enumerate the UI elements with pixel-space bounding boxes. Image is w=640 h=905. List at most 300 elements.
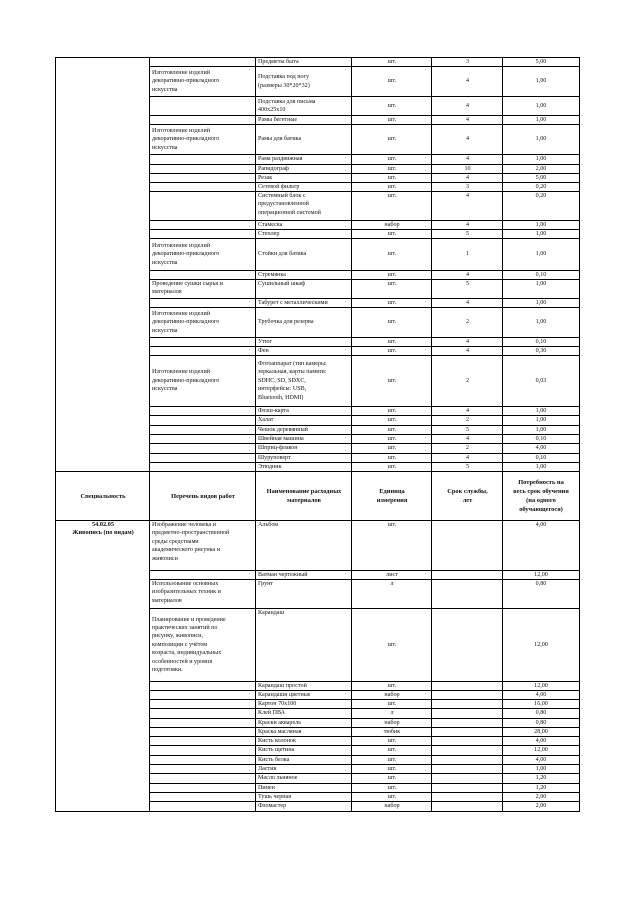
specialty-cell [55, 690, 150, 699]
work-type-cell [149, 415, 256, 425]
need-cell: 1,00 [502, 415, 580, 425]
unit-cell: л [351, 579, 432, 608]
need-cell: 28,00 [502, 727, 580, 736]
material-name-cell: Карандаш простой [255, 681, 352, 690]
specialty-cell [55, 270, 150, 279]
table-row [55, 520, 580, 570]
need-cell: 0,10 [502, 434, 580, 443]
service-life-cell: 4 [431, 66, 503, 96]
work-type-cell [149, 745, 256, 755]
service-life-cell [431, 745, 503, 755]
specialty-cell [55, 66, 150, 96]
service-life-cell: 4 [431, 406, 503, 415]
column-header-life: Срок службы, лет [431, 471, 503, 520]
service-life-cell [431, 792, 503, 801]
work-type-cell [149, 453, 256, 462]
need-cell: 1,00 [502, 154, 580, 164]
service-life-cell: 3 [431, 182, 503, 191]
work-type-cell [149, 708, 256, 718]
unit-cell: шт. [351, 238, 432, 270]
specialty-cell [55, 307, 150, 337]
unit-cell: шт. [351, 520, 432, 570]
specialty-cell [55, 191, 150, 220]
unit-cell: шт. [351, 755, 432, 764]
unit-cell: набор [351, 801, 432, 811]
work-type-cell [149, 57, 256, 66]
specialty-cell [55, 182, 150, 191]
material-name-cell: Рама раздвижная [255, 154, 352, 164]
unit-cell: шт. [351, 115, 432, 124]
need-cell: 5,00 [502, 57, 580, 66]
need-cell: 0,80 [502, 579, 580, 608]
work-type-cell [149, 764, 256, 773]
unit-cell: шт. [351, 453, 432, 462]
unit-cell: набор [351, 718, 432, 727]
specialty-cell [55, 453, 150, 462]
material-name-cell: Чешок деревянный [255, 425, 352, 434]
material-name-cell: Фен [255, 346, 352, 355]
work-type-cell [149, 229, 256, 238]
work-type-cell [149, 699, 256, 708]
service-life-cell [431, 801, 503, 811]
table-bottom-border [55, 811, 580, 812]
need-cell: 1,00 [502, 115, 580, 124]
table-row [55, 406, 580, 415]
work-type-cell [149, 783, 256, 792]
specialty-cell [55, 406, 150, 415]
material-name-cell: Предметы быта [255, 57, 352, 66]
service-life-cell [431, 579, 503, 608]
table-row [55, 434, 580, 443]
specialty-cell [55, 115, 150, 124]
material-name-cell: Швейная машина [255, 434, 352, 443]
work-type-cell [149, 570, 256, 579]
service-life-cell: 2 [431, 443, 503, 453]
work-type-cell [149, 755, 256, 764]
unit-cell: шт. [351, 270, 432, 279]
need-cell: 4,00 [502, 736, 580, 745]
table-row [55, 755, 580, 764]
service-life-cell: 5 [431, 279, 503, 298]
table-row [55, 718, 580, 727]
unit-cell: шт. [351, 191, 432, 220]
unit-cell: тюбик [351, 727, 432, 736]
specialty-cell [55, 783, 150, 792]
service-life-cell: 4 [431, 124, 503, 154]
need-cell: 1,00 [502, 238, 580, 270]
material-name-cell: Утюг [255, 337, 352, 346]
specialty-cell [55, 727, 150, 736]
need-cell: 1,00 [502, 298, 580, 307]
work-type-cell [149, 727, 256, 736]
work-type-cell [149, 773, 256, 783]
table-row [55, 690, 580, 699]
work-type-cell: Изготовление изделий декоративно-прикладного искусства [149, 355, 256, 406]
header-row [55, 471, 580, 520]
need-cell: 4,00 [502, 755, 580, 764]
unit-cell: шт. [351, 355, 432, 406]
need-cell: 1,00 [502, 406, 580, 415]
need-cell: 0,20 [502, 191, 580, 220]
service-life-cell [431, 570, 503, 579]
work-type-cell [149, 434, 256, 443]
table-row [55, 191, 580, 220]
material-name-cell: Стремянка [255, 270, 352, 279]
material-name-cell: Альбом [255, 520, 352, 570]
work-type-cell [149, 718, 256, 727]
material-name-cell: Кисть щетина [255, 745, 352, 755]
material-name-cell: Фломастер [255, 801, 352, 811]
work-type-cell [149, 298, 256, 307]
unit-cell: шт. [351, 745, 432, 755]
column-header-need: Потребность на весь срок обучения (на одного обучающегося) [502, 471, 580, 520]
service-life-cell: 1 [431, 238, 503, 270]
unit-cell: шт. [351, 57, 432, 66]
specialty-cell [55, 708, 150, 718]
work-type-cell: Изготовление изделий декоративно-прикладного искусства [149, 238, 256, 270]
need-cell: 1,00 [502, 66, 580, 96]
need-cell: 1,20 [502, 783, 580, 792]
material-name-cell: Фотоаппарат (тип камеры: зеркальная, карты памяти: SDHC, SD, SDXC, интерфейсы: USB, Bluetooth, HDMI) [255, 355, 352, 406]
specialty-cell [55, 164, 150, 173]
unit-cell: шт. [351, 346, 432, 355]
service-life-cell [431, 681, 503, 690]
unit-cell: шт. [351, 229, 432, 238]
work-type-cell: Изготовление изделий декоративно-прикладного искусства [149, 66, 256, 96]
work-type-cell [149, 736, 256, 745]
table-row [55, 453, 580, 462]
material-name-cell: Картон 70х100 [255, 699, 352, 708]
need-cell: 1,20 [502, 773, 580, 783]
specialty-cell [55, 462, 150, 471]
specialty-cell [55, 443, 150, 453]
unit-cell: шт. [351, 164, 432, 173]
need-cell: 2,00 [502, 801, 580, 811]
unit-cell: шт. [351, 337, 432, 346]
unit-cell: шт. [351, 124, 432, 154]
need-cell: 0,80 [502, 718, 580, 727]
service-life-cell [431, 755, 503, 764]
service-life-cell: 4 [431, 434, 503, 443]
specialty-cell [55, 773, 150, 783]
material-name-cell: Краска масляная [255, 727, 352, 736]
material-name-cell: Клей ПВА [255, 708, 352, 718]
service-life-cell: 4 [431, 115, 503, 124]
column-header-material: Наименование расходных материалов [255, 471, 352, 520]
unit-cell: шт. [351, 434, 432, 443]
need-cell: 0,20 [502, 182, 580, 191]
service-life-cell: 4 [431, 298, 503, 307]
service-life-cell [431, 690, 503, 699]
specialty-cell [55, 434, 150, 443]
need-cell: 1,00 [502, 307, 580, 337]
specialty-cell [55, 355, 150, 406]
work-type-cell: Изготовление изделий декоративно-прикладного искусства [149, 124, 256, 154]
need-cell: 12,00 [502, 745, 580, 755]
table-row [55, 783, 580, 792]
column-header-works: Перечень видов работ [149, 471, 256, 520]
table-row [55, 681, 580, 690]
work-type-cell [149, 792, 256, 801]
table-row [55, 96, 580, 115]
unit-cell: шт. [351, 764, 432, 773]
need-cell: 5,00 [502, 173, 580, 182]
need-cell: 12,00 [502, 681, 580, 690]
table-row [55, 699, 580, 708]
service-life-cell: 10 [431, 164, 503, 173]
table-row [55, 579, 580, 608]
work-type-cell [149, 690, 256, 699]
table-row [55, 220, 580, 229]
need-cell: 1,00 [502, 462, 580, 471]
table-row [55, 173, 580, 182]
specialty-cell [55, 220, 150, 229]
material-name-cell: Сетевой фильтр [255, 182, 352, 191]
specialty-cell [55, 718, 150, 727]
work-type-cell: Изготовление изделий декоративно-прикладного искусства [149, 307, 256, 337]
need-cell: 1,00 [502, 764, 580, 773]
service-life-cell: 4 [431, 191, 503, 220]
work-type-cell [149, 164, 256, 173]
need-cell: 4,00 [502, 520, 580, 570]
table-row [55, 355, 580, 406]
table-row [55, 346, 580, 355]
material-name-cell: Резак [255, 173, 352, 182]
work-type-cell [149, 220, 256, 229]
specialty-cell [55, 229, 150, 238]
unit-cell: набор [351, 690, 432, 699]
unit-cell: шт. [351, 608, 432, 681]
work-type-cell [149, 270, 256, 279]
table-row [55, 608, 580, 681]
service-life-cell: 3 [431, 57, 503, 66]
specialty-cell [55, 699, 150, 708]
unit-cell: шт. [351, 307, 432, 337]
service-life-cell: 4 [431, 96, 503, 115]
table-row [55, 124, 580, 154]
need-cell: 1,00 [502, 229, 580, 238]
material-name-cell: Грунт [255, 579, 352, 608]
unit-cell: л [351, 708, 432, 718]
table-row [55, 415, 580, 425]
unit-cell: шт. [351, 773, 432, 783]
unit-cell: шт. [351, 96, 432, 115]
need-cell: 1,00 [502, 425, 580, 434]
table-row [55, 727, 580, 736]
service-life-cell [431, 783, 503, 792]
table-row [55, 270, 580, 279]
table-row [55, 792, 580, 801]
specialty-cell [55, 238, 150, 270]
need-cell: 2,00 [502, 792, 580, 801]
service-life-cell: 4 [431, 346, 503, 355]
table-row [55, 66, 580, 96]
material-name-cell: Тушь черная [255, 792, 352, 801]
column-header-specialty: Специальность [55, 471, 150, 520]
unit-cell: шт. [351, 783, 432, 792]
work-type-cell [149, 96, 256, 115]
service-life-cell: 4 [431, 337, 503, 346]
specialty-cell [55, 579, 150, 608]
work-type-cell [149, 801, 256, 811]
unit-cell: шт. [351, 154, 432, 164]
specialty-cell [55, 425, 150, 434]
service-life-cell [431, 699, 503, 708]
specialty-cell [55, 279, 150, 298]
need-cell: 1,00 [502, 124, 580, 154]
need-cell: 0,10 [502, 453, 580, 462]
work-type-cell [149, 681, 256, 690]
table-row [55, 801, 580, 811]
service-life-cell [431, 764, 503, 773]
need-cell: 1,00 [502, 279, 580, 298]
material-name-cell: Халат [255, 415, 352, 425]
material-name-cell: Этюдник [255, 462, 352, 471]
material-name-cell: Трубочка для резерва [255, 307, 352, 337]
work-type-cell: Изображение человека и предметно-пространственной среды средствами академического рисунка и живописи [149, 520, 256, 570]
service-life-cell [431, 773, 503, 783]
need-cell: 0,03 [502, 355, 580, 406]
material-name-cell: Ластик [255, 764, 352, 773]
specialty-cell [55, 745, 150, 755]
unit-cell: шт. [351, 406, 432, 415]
specialty-cell [55, 736, 150, 745]
service-life-cell: 5 [431, 462, 503, 471]
work-type-cell [149, 182, 256, 191]
need-cell: 16,00 [502, 699, 580, 708]
work-type-cell [149, 462, 256, 471]
specialty-cell [55, 755, 150, 764]
specialty-cell [55, 608, 150, 681]
table-row [55, 462, 580, 471]
table-row [55, 298, 580, 307]
service-life-cell: 2 [431, 307, 503, 337]
material-name-cell: Сушильный шкаф [255, 279, 352, 298]
table-row [55, 182, 580, 191]
material-name-cell: Подставка под ногу (размеры 30*20*32) [255, 66, 352, 96]
table-row [55, 708, 580, 718]
table-row [55, 307, 580, 337]
need-cell: 1,00 [502, 220, 580, 229]
specialty-cell [55, 96, 150, 115]
need-cell: 0,80 [502, 708, 580, 718]
need-cell: 0,30 [502, 346, 580, 355]
service-life-cell: 4 [431, 154, 503, 164]
work-type-cell [149, 406, 256, 415]
material-name-cell: Карандаш [255, 608, 352, 681]
table-row [55, 229, 580, 238]
service-life-cell [431, 608, 503, 681]
work-type-cell [149, 425, 256, 434]
specialty-cell [55, 764, 150, 773]
unit-cell: набор [351, 220, 432, 229]
table-row [55, 57, 580, 66]
unit-cell: шт. [351, 462, 432, 471]
service-life-cell: 2 [431, 355, 503, 406]
specialty-cell [55, 415, 150, 425]
table-row [55, 115, 580, 124]
specialty-cell: 54.02.05 Живопись (по видам) [55, 520, 150, 570]
material-name-cell: Краски акварель [255, 718, 352, 727]
work-type-cell [149, 115, 256, 124]
specialty-cell [55, 298, 150, 307]
service-life-cell: 4 [431, 453, 503, 462]
specialty-cell [55, 681, 150, 690]
specialty-cell [55, 337, 150, 346]
work-type-cell [149, 443, 256, 453]
table-row [55, 745, 580, 755]
service-life-cell: 2 [431, 415, 503, 425]
specialty-cell [55, 124, 150, 154]
work-type-cell [149, 346, 256, 355]
service-life-cell: 5 [431, 229, 503, 238]
need-cell: 12,00 [502, 608, 580, 681]
table-row [55, 764, 580, 773]
unit-cell: шт. [351, 182, 432, 191]
specialty-cell [55, 792, 150, 801]
table-row [55, 570, 580, 579]
unit-cell: шт. [351, 792, 432, 801]
unit-cell: шт. [351, 415, 432, 425]
need-cell: 12,00 [502, 570, 580, 579]
service-life-cell [431, 727, 503, 736]
table-row [55, 425, 580, 434]
work-type-cell: Планирование и проведение практических занятий по рисунку, живописи, композиции с учётом возраста, индивидуальных особенностей и уровня подготовки. [149, 608, 256, 681]
table-row [55, 773, 580, 783]
specialty-cell [55, 801, 150, 811]
material-name-cell: Масло льняное [255, 773, 352, 783]
material-name-cell: Табурет с металлическими [255, 298, 352, 307]
unit-cell: шт. [351, 279, 432, 298]
service-life-cell [431, 718, 503, 727]
table-row [55, 337, 580, 346]
work-type-cell [149, 337, 256, 346]
column-header-unit: Единица измерения [351, 471, 432, 520]
unit-cell: шт. [351, 298, 432, 307]
unit-cell: шт. [351, 736, 432, 745]
table-row [55, 164, 580, 173]
material-name-cell: Ватман чертежный [255, 570, 352, 579]
material-name-cell: Рапидограф [255, 164, 352, 173]
unit-cell: шт. [351, 66, 432, 96]
need-cell: 4,00 [502, 443, 580, 453]
need-cell: 0,10 [502, 270, 580, 279]
work-type-cell [149, 173, 256, 182]
work-type-cell [149, 191, 256, 220]
specialty-cell [55, 346, 150, 355]
unit-cell: шт. [351, 699, 432, 708]
material-name-cell: Пинен [255, 783, 352, 792]
need-cell: 4,00 [502, 690, 580, 699]
service-life-cell [431, 520, 503, 570]
need-cell: 0,10 [502, 337, 580, 346]
specialty-cell [55, 57, 150, 66]
specialty-cell [55, 154, 150, 164]
unit-cell: шт. [351, 443, 432, 453]
need-cell: 2,00 [502, 164, 580, 173]
material-name-cell: Стамеска [255, 220, 352, 229]
material-name-cell: Рамы для батика [255, 124, 352, 154]
material-name-cell: Кисть белка [255, 755, 352, 764]
table-row [55, 443, 580, 453]
material-name-cell: Флэш-карта [255, 406, 352, 415]
work-type-cell: Проведение сушки сырья и материалов [149, 279, 256, 298]
service-life-cell [431, 736, 503, 745]
unit-cell: шт. [351, 425, 432, 434]
service-life-cell: 4 [431, 173, 503, 182]
work-type-cell: Использование основных изобразительных техник и материалов [149, 579, 256, 608]
service-life-cell: 4 [431, 220, 503, 229]
